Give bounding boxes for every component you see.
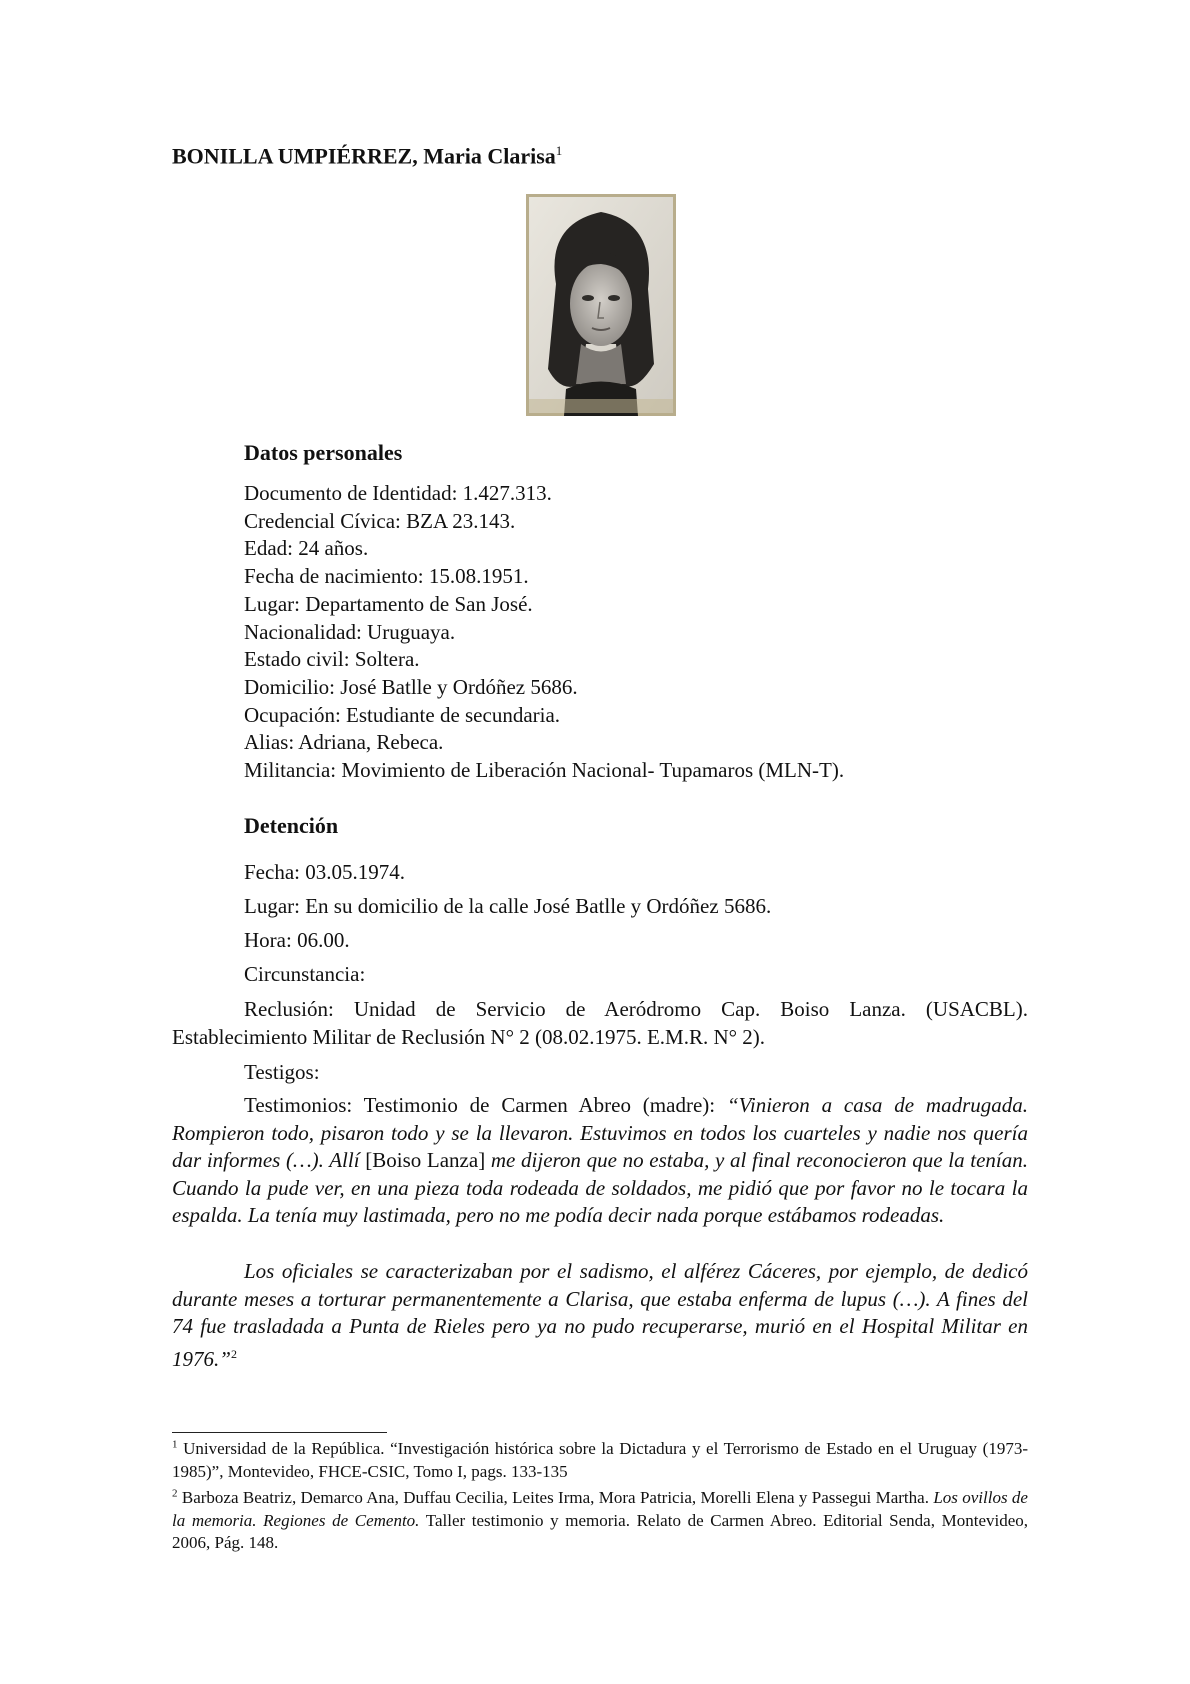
footnote-2: $^2$ Barboza Beatriz, Demarco Ana, Duffau Cecilia, Leites Irma, Mora Patricia, Morelli Elena y Passegui Martha. Los ovillos de la memoria. Regiones de Cemento. Taller testimonio y memoria. Relato de Carmen Abreo. Editorial Senda, Montevideo, 2006, Pág. 148.: [172, 1487, 1029, 1553]
field-fecha-nacimiento: Fecha de nacimiento: 15.08.1951.: [244, 564, 529, 589]
field-documento: Documento de Identidad: 1.427.313.: [244, 481, 552, 505]
field-estado-civil: Estado civil: Soltera.: [244, 647, 420, 672]
field-circunstancia: Circunstancia:: [244, 962, 366, 986]
field-edad: Edad: 24 años.: [244, 536, 369, 561]
field-lugar: Lugar: Departamento de San José.: [244, 591, 533, 616]
field-ocupacion: Ocupación: Estudiante de secundaria.: [244, 702, 561, 727]
section-personal: [244, 440, 844, 785]
footnote-separator: [172, 1432, 387, 1433]
testimonio-paragraph-2: Los oficiales se caracterizaban por el sadismo, el alférez Cáceres, por ejemplo, de dedicó durante meses a torturar permanentemente a Clarisa, que estaba enferma de lupus (…). A fines del 74 fue trasladada a Punta de Rieles pero ya no pudo recuperarse, murió en el Hospital Militar en 1976.”$^2$: [172, 1259, 1028, 1371]
field-domicilio: Domicilio: José Batlle y Ordóñez 5686.: [244, 674, 578, 699]
person-name: BONILLA UMPIÉRREZ, Maria Clarisa: [172, 143, 556, 169]
personal-data-list: [244, 480, 844, 785]
portrait-photo: [526, 194, 676, 416]
field-credencial: Credencial Cívica: BZA 23.143.: [244, 508, 516, 533]
section-heading-detencion: Detención: [244, 813, 339, 838]
field-nacionalidad: Nacionalidad: Uruguaya.: [244, 619, 456, 644]
section-heading-personal: Datos personales: [244, 440, 403, 465]
field-fecha-detencion: Fecha: 03.05.1974.: [244, 860, 405, 884]
footnote-ref-1[interactable]: 1: [555, 143, 563, 158]
page-title: [172, 143, 562, 169]
field-militancia: Militancia: Movimiento de Liberación Nacional- Tupamaros (MLN-T).: [244, 758, 845, 783]
testimonio-paragraph-1: Testimonios: Testimonio de Carmen Abreo (madre): “Vinieron a casa de madrugada. Rompieron todo, pisaron todo y se la llevaron. Estuvimos en todos los cuarteles y nadie nos quería dar informes (…). Allí [Boiso Lanza] me dijeron que no estaba, y al final reconocieron que la tenían. Cuando la pude ver, en una pieza toda rodeada de soldados, me pidió que por favor no le tocara la espalda. La tenía muy lastimada, pero no me podía decir nada porque estábamos rodeadas.: [172, 1093, 1029, 1228]
field-reclusion: Reclusión: Unidad de Servicio de Aeródromo Cap. Boiso Lanza. (USACBL). Establecimiento Militar de Reclusión N° 2 (08.02.1975. E.M.R. N° 2).: [172, 997, 1028, 1049]
field-lugar-detencion: Lugar: En su domicilio de la calle José Batlle y Ordóñez 5686.: [244, 894, 772, 918]
field-alias: Alias: Adriana, Rebeca.: [244, 730, 444, 755]
field-hora: Hora: 06.00.: [244, 928, 350, 952]
footnote-ref-2[interactable]: 2: [230, 1346, 237, 1361]
footnote-1: $^1$ Universidad de la República. “Investigación histórica sobre la Dictadura y el Terrorismo de Estado en el Uruguay (1973-1985)”, Montevideo, FHCE-CSIC, Tomo I, pags. 133-135: [172, 1438, 1028, 1481]
field-testigos: Testigos:: [244, 1060, 320, 1084]
